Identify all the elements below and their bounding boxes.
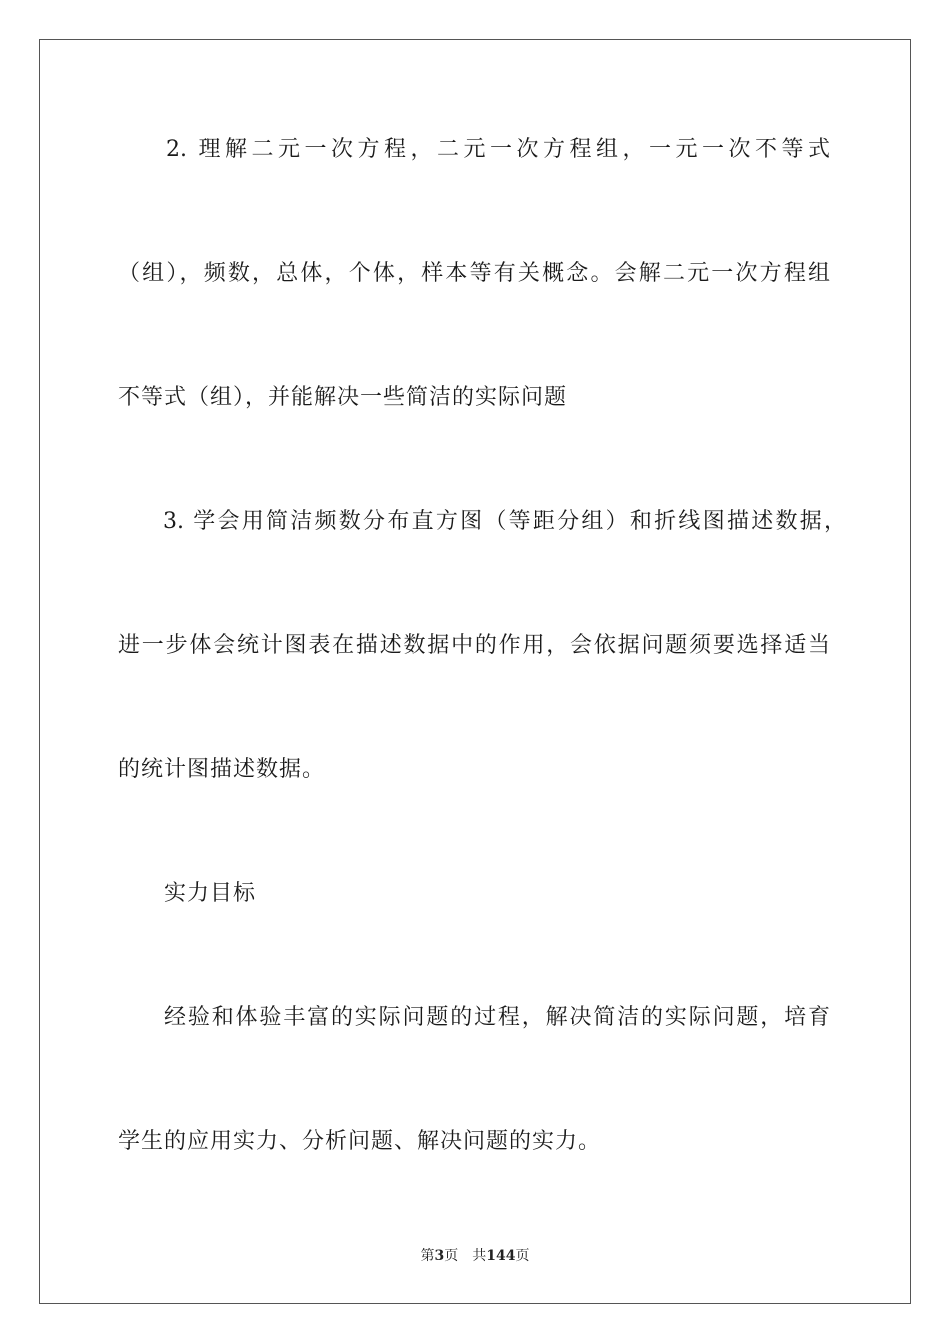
paragraph-line: （组），频数，总体，个体，样本等有关概念。会解二元一次方程组 [118,261,830,286]
paragraph-line: 的统计图描述数据。 [118,757,326,782]
page-suffix: 页 [444,1248,459,1264]
paragraph-line: 不等式（组），并能解决一些简洁的实际问题 [118,385,568,410]
total-suffix: 页 [515,1248,530,1264]
paragraph-line: 2. 理解二元一次方程，二元一次方程组，一元一次不等式 [166,137,830,162]
paragraph-line: 进一步体会统计图表在描述数据中的作用，会依据问题须要选择适当 [118,633,830,658]
paragraph-line: 学生的应用实力、分析问题、解决问题的实力。 [118,1129,602,1154]
paragraph-line: 3. 学会用简洁频数分布直方图（等距分组）和折线图描述数据， [163,509,846,534]
total-prefix: 共 [472,1248,487,1264]
page-border [39,39,911,1304]
page-number: 3 [434,1248,445,1264]
paragraph-line: 经验和体验丰富的实际问题的过程，解决简洁的实际问题，培育 [164,1005,830,1030]
section-heading: 实力目标 [164,881,257,906]
page-footer [0,1246,950,1266]
page-prefix: 第 [420,1248,435,1264]
total-pages: 144 [486,1248,516,1264]
